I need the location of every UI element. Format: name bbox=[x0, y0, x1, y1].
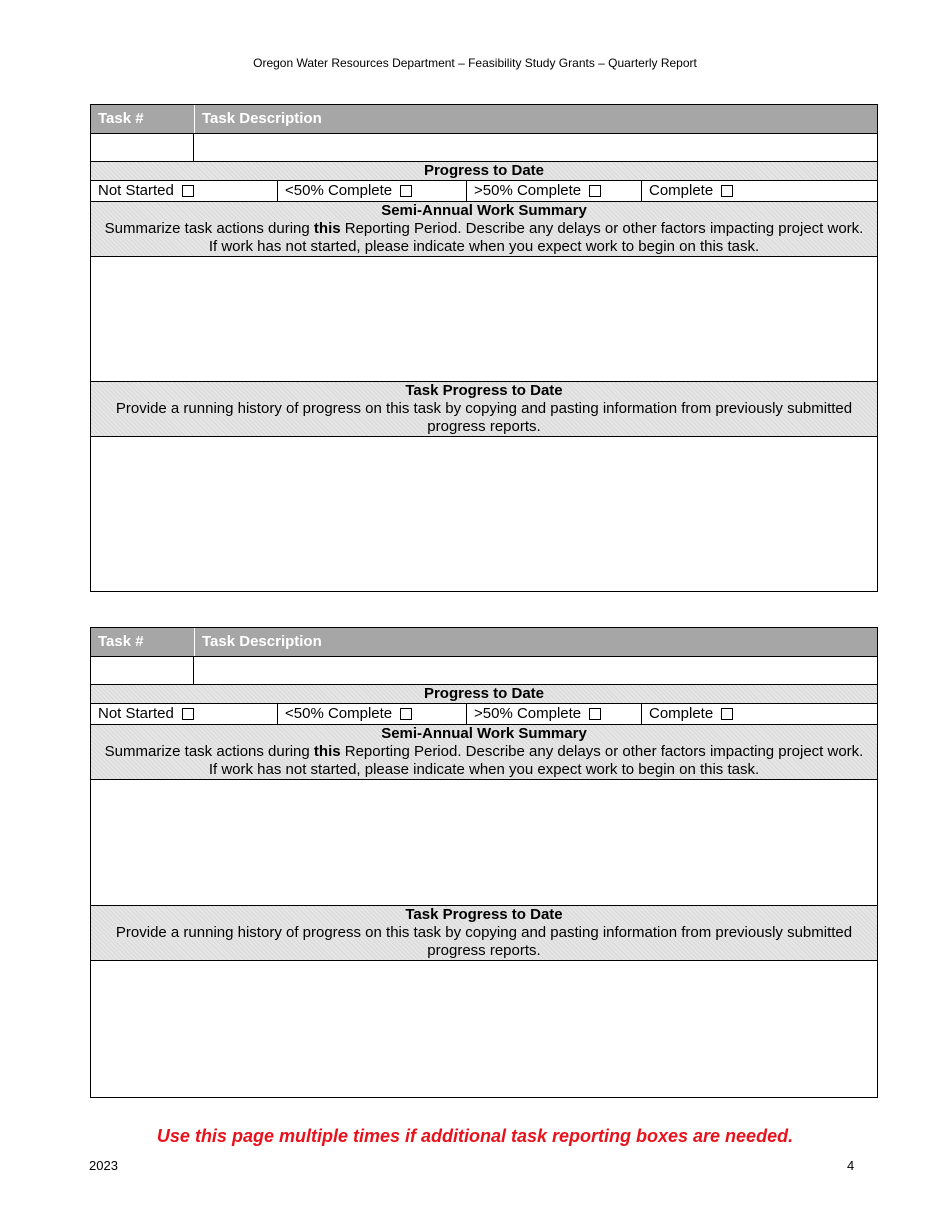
task-input-row bbox=[91, 657, 877, 685]
page-header: Oregon Water Resources Department – Feasibility Study Grants – Quarterly Report bbox=[253, 56, 697, 70]
status-over-50 bbox=[467, 704, 642, 724]
status-row bbox=[91, 704, 877, 725]
status-label: Not Started bbox=[98, 182, 174, 199]
status-row bbox=[91, 181, 877, 202]
status-label: >50% Complete bbox=[474, 182, 582, 199]
status-under-50 bbox=[278, 181, 467, 201]
work-summary-instructions-a: Summarize task actions during bbox=[104, 220, 314, 237]
task-description-field[interactable] bbox=[194, 657, 877, 684]
work-summary-heading bbox=[91, 725, 877, 780]
task-description-header: Task Description bbox=[202, 110, 322, 127]
complete-checkbox[interactable] bbox=[721, 708, 733, 720]
work-summary-instructions-bold: this bbox=[313, 743, 341, 760]
status-under-50 bbox=[278, 704, 467, 724]
task-description-header: Task Description bbox=[202, 633, 322, 650]
task-progress-title: Task Progress to Date bbox=[405, 906, 563, 923]
progress-to-date-heading: Progress to Date bbox=[91, 685, 877, 704]
status-not-started bbox=[91, 181, 278, 201]
task-progress-input[interactable] bbox=[91, 961, 877, 1100]
task-progress-input[interactable] bbox=[91, 437, 877, 594]
task-number-header: Task # bbox=[91, 105, 195, 133]
status-label: Complete bbox=[649, 705, 714, 722]
status-over-50 bbox=[467, 181, 642, 201]
page-number: 4 bbox=[847, 1158, 855, 1173]
task-report-block-1 bbox=[90, 104, 878, 592]
work-summary-input[interactable] bbox=[91, 780, 877, 906]
task-header-row bbox=[91, 105, 877, 134]
footer-year: 2023 bbox=[89, 1158, 118, 1173]
status-label: Complete bbox=[649, 182, 714, 199]
not-started-checkbox[interactable] bbox=[182, 708, 194, 720]
not-started-checkbox[interactable] bbox=[182, 185, 194, 197]
over-50-checkbox[interactable] bbox=[589, 185, 601, 197]
task-number-field[interactable] bbox=[91, 134, 194, 161]
complete-checkbox[interactable] bbox=[721, 185, 733, 197]
work-summary-title: Semi-Annual Work Summary bbox=[381, 202, 587, 219]
status-complete bbox=[642, 704, 877, 724]
work-summary-instructions-a: Summarize task actions during bbox=[104, 743, 314, 760]
task-progress-heading bbox=[91, 906, 877, 961]
progress-to-date-heading: Progress to Date bbox=[91, 162, 877, 181]
status-label: Not Started bbox=[98, 705, 174, 722]
footer-note: Use this page multiple times if additional task reporting boxes are needed. bbox=[156, 1126, 794, 1146]
task-input-row bbox=[91, 134, 877, 162]
work-summary-input[interactable] bbox=[91, 257, 877, 382]
status-not-started bbox=[91, 704, 278, 724]
task-progress-instructions: Provide a running history of progress on this task by copying and pasting information from previously submitted progress reports. bbox=[115, 400, 853, 435]
status-complete bbox=[642, 181, 877, 201]
status-label: >50% Complete bbox=[474, 705, 582, 722]
task-number-field[interactable] bbox=[91, 657, 194, 684]
work-summary-instructions-b: Reporting Period. Describe any delays or other factors impacting project work. If work has not started, please indicate when you expect work to begin on this task. bbox=[208, 220, 864, 255]
status-label: <50% Complete bbox=[285, 705, 393, 722]
task-description-field[interactable] bbox=[194, 134, 877, 161]
task-progress-instructions: Provide a running history of progress on this task by copying and pasting information from previously submitted progress reports. bbox=[115, 924, 853, 959]
status-label: <50% Complete bbox=[285, 182, 393, 199]
task-progress-heading bbox=[91, 382, 877, 437]
task-report-block-2 bbox=[90, 627, 878, 1098]
work-summary-title: Semi-Annual Work Summary bbox=[381, 725, 587, 742]
work-summary-instructions-b: Reporting Period. Describe any delays or other factors impacting project work. If work has not started, please indicate when you expect work to begin on this task. bbox=[208, 743, 864, 778]
work-summary-instructions-bold: this bbox=[313, 220, 341, 237]
work-summary-heading bbox=[91, 202, 877, 257]
under-50-checkbox[interactable] bbox=[400, 185, 412, 197]
task-header-row bbox=[91, 628, 877, 657]
over-50-checkbox[interactable] bbox=[589, 708, 601, 720]
task-number-header: Task # bbox=[91, 628, 195, 656]
under-50-checkbox[interactable] bbox=[400, 708, 412, 720]
task-progress-title: Task Progress to Date bbox=[405, 382, 563, 399]
